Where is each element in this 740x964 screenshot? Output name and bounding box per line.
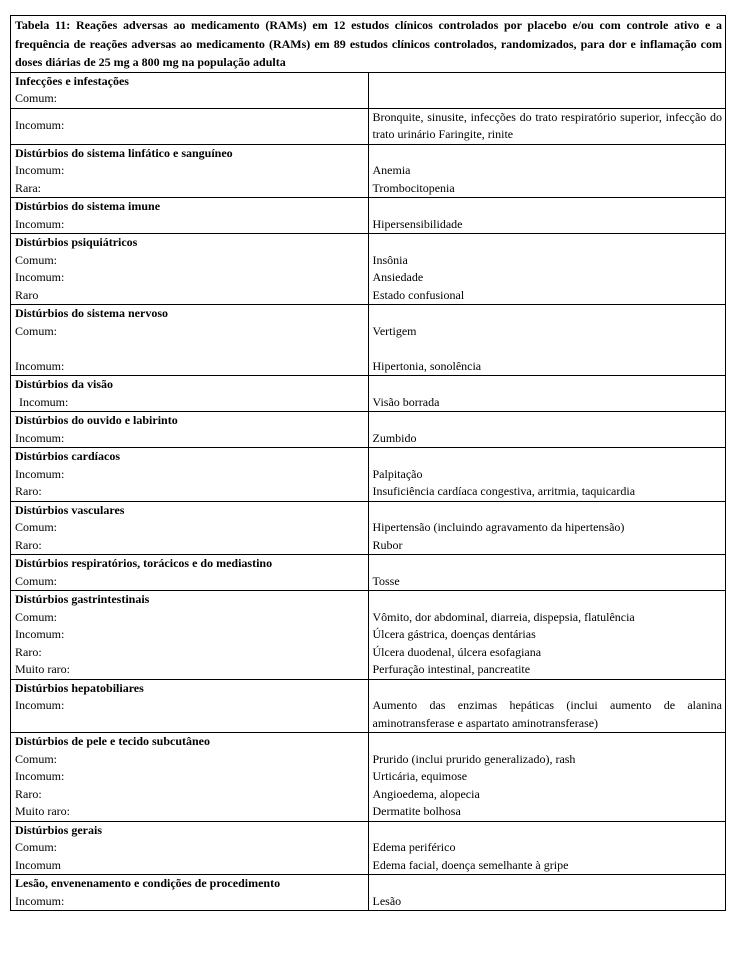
reaction-cell	[368, 733, 726, 822]
table-row	[11, 234, 726, 305]
adverse-reactions-table	[10, 15, 726, 911]
system-heading: Distúrbios do sistema nervoso	[15, 306, 169, 320]
table-row	[11, 501, 726, 555]
reaction-text: Prurido (inclui prurido generalizado), rash	[372, 751, 576, 766]
reaction-cell	[368, 448, 726, 502]
reaction-text: Vômito, dor abdominal, diarreia, dispepsia, flatulência	[372, 609, 635, 624]
reaction-text: Hipertonia, sonolência	[372, 358, 482, 373]
system-heading: Distúrbios vasculares	[15, 502, 125, 517]
frequency-label: Comum:	[15, 323, 58, 338]
system-cell	[11, 376, 369, 412]
frequency-label: Comum:	[15, 520, 58, 534]
system-cell	[11, 144, 369, 198]
table-row	[11, 305, 726, 376]
system-heading: Distúrbios gastrintestinais	[15, 592, 150, 606]
reaction-text: Lesão	[372, 893, 402, 908]
system-cell	[11, 501, 369, 555]
frequency-label: Comum:	[15, 609, 58, 624]
frequency-label: Incomum:	[15, 466, 65, 481]
system-heading: Distúrbios de pele e tecido subcutâneo	[15, 734, 210, 748]
system-cell	[11, 875, 369, 911]
frequency-label: Raro:	[15, 537, 42, 552]
reaction-text: Insônia	[372, 252, 408, 267]
reaction-cell	[368, 305, 726, 376]
system-heading: Distúrbios do sistema linfático e sanguíneo	[15, 145, 233, 160]
table-row	[11, 72, 726, 108]
reaction-cell	[368, 501, 726, 555]
table-caption: Tabela 11: Reações adversas ao medicamento (RAMs) em 12 estudos clínicos controlados por placebo e/ou com controle ativo e a frequência de reações adversas ao medicamento (RAMs) em 89 estudos clínicos controlados, randomizados, para dor e inflamação com doses diárias de 25 mg a 800 mg na população adulta	[11, 16, 726, 73]
reaction-text: Bronquite, sinusite, infecções do trato respiratório superior, infecção do trato urinário Faringite, rinite	[372, 109, 722, 141]
reaction-text: Urticária, equimose	[372, 769, 468, 783]
table-row	[11, 108, 726, 144]
frequency-label: Comum:	[15, 573, 58, 588]
reaction-text: Úlcera gástrica, doenças dentárias	[372, 627, 536, 641]
reaction-text: Edema facial, doença semelhante à gripe	[372, 857, 569, 872]
frequency-label: Muito raro:	[15, 804, 70, 818]
system-cell	[11, 234, 369, 305]
reaction-text: Trombocitopenia	[372, 180, 455, 195]
system-heading: Distúrbios gerais	[15, 822, 102, 837]
reaction-cell	[368, 198, 726, 234]
system-cell	[11, 591, 369, 680]
reaction-text: Tosse	[372, 573, 400, 588]
frequency-label: Incomum:	[15, 270, 65, 284]
system-cell	[11, 821, 369, 875]
reaction-text: Anemia	[372, 163, 411, 177]
table-row	[11, 144, 726, 198]
reaction-text: Vertigem	[372, 323, 417, 338]
system-heading: Distúrbios do ouvido e labirinto	[15, 413, 178, 427]
reaction-text: Palpitação	[372, 466, 423, 481]
frequency-label: Raro:	[15, 786, 42, 801]
frequency-label: Incomum:	[15, 118, 65, 133]
reaction-text	[373, 73, 723, 91]
system-cell	[11, 108, 369, 144]
frequency-label: Incomum:	[15, 430, 65, 445]
system-cell	[11, 305, 369, 376]
reaction-text: Hipertensão (incluindo agravamento da hipertensão)	[372, 520, 625, 534]
frequency-label: Incomum:	[15, 893, 65, 908]
frequency-label: Incomum:	[15, 216, 65, 231]
reaction-cell	[368, 679, 726, 733]
reaction-text: Zumbido	[372, 430, 417, 445]
system-cell	[11, 733, 369, 822]
system-cell	[11, 412, 369, 448]
frequency-label: Comum:	[15, 91, 58, 105]
reaction-text: Perfuração intestinal, pancreatite	[372, 662, 531, 676]
reaction-cell	[368, 412, 726, 448]
frequency-label: Incomum:	[19, 394, 69, 409]
table-row	[11, 679, 726, 733]
frequency-label: Incomum:	[15, 698, 65, 712]
reaction-cell	[368, 234, 726, 305]
system-heading: Infecções e infestações	[15, 73, 129, 88]
frequency-label: Muito raro:	[15, 662, 70, 676]
document-page	[10, 15, 726, 911]
table-row	[11, 412, 726, 448]
system-cell	[11, 679, 369, 733]
system-heading: Distúrbios psiquiátricos	[15, 235, 138, 249]
table-row	[11, 376, 726, 412]
reaction-cell	[368, 591, 726, 680]
frequency-label: Incomum:	[15, 358, 65, 373]
reaction-text: Visão borrada	[372, 394, 440, 409]
table-row	[11, 733, 726, 822]
reaction-text: Edema periférico	[372, 840, 456, 854]
reaction-text: Dermatite bolhosa	[372, 804, 461, 818]
system-cell	[11, 448, 369, 502]
table-row	[11, 875, 726, 911]
system-heading: Distúrbios cardíacos	[15, 449, 120, 463]
reaction-text: Aumento das enzimas hepáticas (inclui aumento de alanina aminotransferase e aspartato aminotransferase)	[372, 698, 722, 730]
table-row	[11, 821, 726, 875]
reaction-text: Rubor	[372, 537, 403, 552]
reaction-text: Insuficiência cardíaca congestiva, arritmia, taquicardia	[372, 484, 636, 498]
reaction-text: Hipersensibilidade	[372, 216, 463, 231]
table-row	[11, 198, 726, 234]
system-cell	[11, 72, 369, 108]
reaction-cell	[368, 555, 726, 591]
reaction-cell	[368, 821, 726, 875]
caption-row	[11, 16, 726, 73]
table-row	[11, 591, 726, 680]
frequency-label: Comum:	[15, 840, 58, 854]
system-heading: Distúrbios hepatobiliares	[15, 680, 144, 695]
frequency-label: Comum:	[15, 751, 58, 766]
reaction-text: Úlcera duodenal, úlcera esofagiana	[372, 644, 542, 659]
system-heading: Lesão, envenenamento e condições de procedimento	[15, 876, 281, 890]
reaction-cell	[368, 144, 726, 198]
table-row	[11, 448, 726, 502]
frequency-label: Raro:	[15, 484, 42, 498]
reaction-cell	[368, 376, 726, 412]
frequency-label: Raro	[15, 287, 39, 302]
frequency-label: Incomum	[15, 857, 61, 872]
reaction-text: Ansiedade	[372, 270, 424, 284]
system-heading: Distúrbios do sistema imune	[15, 199, 161, 213]
reaction-cell	[368, 108, 726, 144]
system-cell	[11, 198, 369, 234]
system-cell	[11, 555, 369, 591]
frequency-label: Rara:	[15, 180, 41, 195]
frequency-label: Incomum:	[15, 163, 65, 177]
frequency-label: Incomum:	[15, 627, 65, 641]
frequency-label: Raro:	[15, 644, 42, 659]
table-row	[11, 555, 726, 591]
frequency-label: Incomum:	[15, 769, 65, 783]
system-heading: Distúrbios respiratórios, torácicos e do mediastino	[15, 556, 273, 570]
reaction-cell	[368, 72, 726, 108]
reaction-text: Angioedema, alopecia	[372, 786, 480, 801]
reaction-cell	[368, 875, 726, 911]
reaction-text: Estado confusional	[372, 287, 465, 302]
frequency-label: Comum:	[15, 252, 58, 267]
system-heading: Distúrbios da visão	[15, 377, 114, 391]
